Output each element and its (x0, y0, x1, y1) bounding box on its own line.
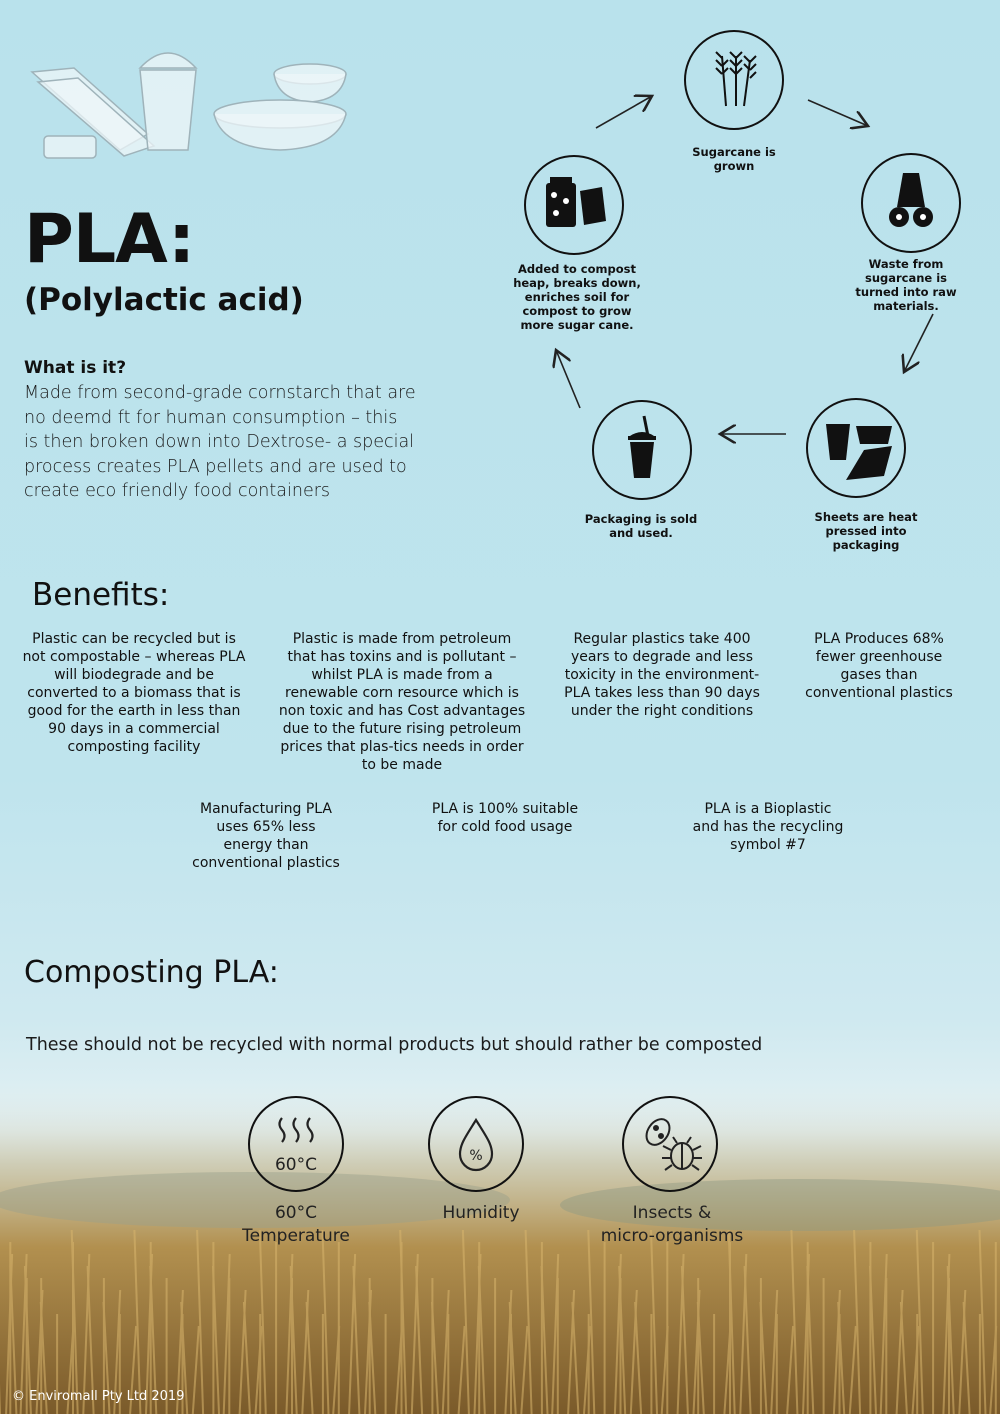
condition-label (396, 1202, 566, 1225)
condition-label-line: Humidity (442, 1203, 520, 1223)
insects-icon (622, 1096, 718, 1192)
condition-label-line: Insects & (632, 1203, 712, 1223)
condition-label-line: micro-organisms (600, 1226, 744, 1246)
cycle-arrows (0, 0, 1000, 560)
benefit-item: Regular plastics take 400 years to degrade and less toxicity in the environment- PLA takes less than 90 days under the right conditions (564, 631, 760, 719)
what-is-it-line: process creates PLA pellets and are used to (24, 456, 407, 477)
benefits-heading: Benefits: (32, 577, 170, 613)
cycle-step-label: Packaging is sold and used. (584, 512, 698, 540)
benefit-item: PLA Produces 68% fewer greenhouse gases than conventional plastics (805, 631, 953, 701)
cycle-step-label: Added to compost heap, breaks down, enriches soil for compost to grow more sugar cane. (513, 262, 641, 332)
condition-label-line: Temperature (242, 1226, 350, 1246)
composting-text: These should not be recycled with normal products but should rather be composted (26, 1035, 763, 1055)
cycle-step-label: Sugarcane is grown (692, 145, 776, 173)
cycle-step-label: Waste from sugarcane is turned into raw materials. (855, 257, 957, 313)
heat-icon-text: 60°C (274, 1155, 318, 1175)
what-is-it-line: is then broken down into Dextrose- a special (24, 432, 415, 452)
benefit-item: Manufacturing PLA uses 65% less energy than conventional plastics (192, 801, 340, 871)
condition-label (216, 1202, 376, 1248)
benefit-item: Plastic is made from petroleum that has toxins and is pollutant – whilst PLA is made from a renewable corn resource which is non toxic and has Cost advantages due to the future rising petroleum prices that plas-tics needs in order to be made (278, 631, 526, 773)
humidity-icon-text: % (469, 1148, 483, 1164)
what-is-it-line: create eco friendly food containers (24, 481, 331, 501)
condition-label-line: 60°C (274, 1203, 317, 1223)
composting-heading: Composting PLA: (24, 955, 279, 990)
what-is-it-line: no deemd ft for human consumption – this (24, 407, 398, 428)
page-subtitle: (Polylactic acid) (24, 282, 304, 318)
benefit-item: Plastic can be recycled but is not compostable – whereas PLA will biodegrade and be converted to a biomass that is good for the earth in less than 90 days in a commercial composting facility (22, 631, 246, 755)
benefit-item: PLA is 100% suitable for cold food usage (431, 801, 579, 835)
what-is-it-line: Made from second-grade cornstarch that are (24, 383, 416, 403)
what-is-it-heading: What is it? (24, 358, 127, 378)
cycle-step-label: Sheets are heat pressed into packaging (814, 510, 918, 552)
humidity-icon (428, 1096, 524, 1192)
benefit-item: PLA is a Bioplastic and has the recycling symbol #7 (692, 801, 844, 853)
page-title: PLA: (24, 200, 195, 279)
condition-label (592, 1202, 752, 1248)
copyright-footer: © Enviromall Pty Ltd 2019 (12, 1389, 185, 1404)
heat-icon (248, 1096, 344, 1192)
